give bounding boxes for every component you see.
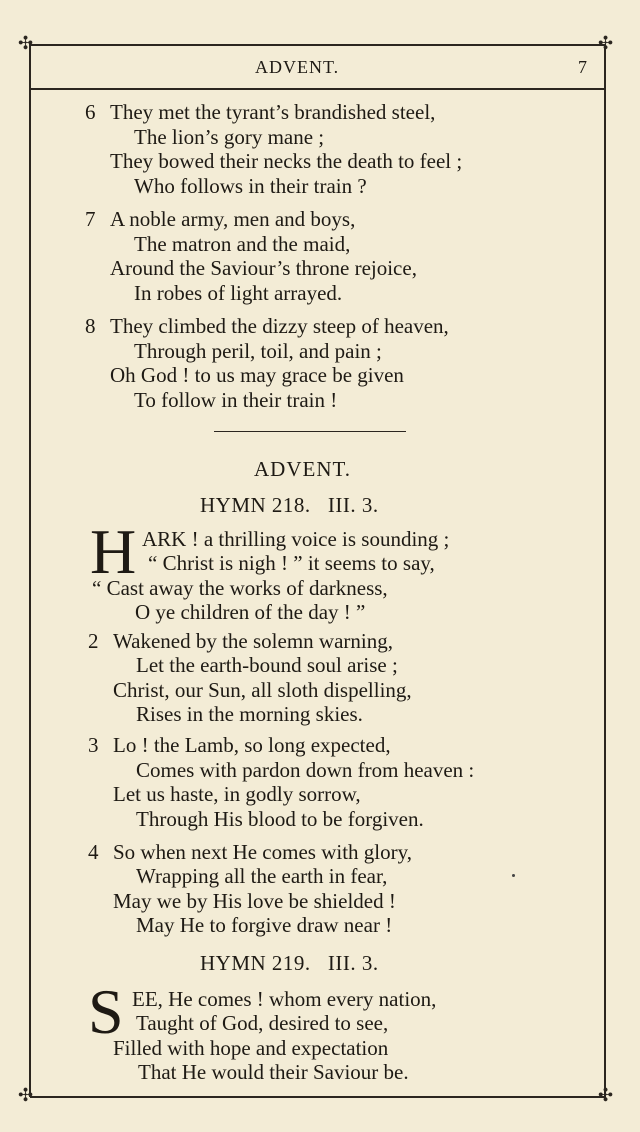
verse-number: 2 [88, 629, 99, 653]
verse-line: Let us haste, in godly sorrow, [113, 782, 361, 806]
verse-line: Rises in the morning skies. [136, 702, 363, 726]
ornament-bottom-right-icon: ✣ [598, 1085, 614, 1105]
verse-line: Oh God ! to us may grace be given [110, 363, 404, 387]
verse-line: Let the earth-bound soul arise ; [136, 653, 398, 677]
verse-line: ARK ! a thrilling voice is sounding ; [142, 527, 450, 551]
verse-line: “ Cast away the works of darkness, [92, 576, 388, 600]
verse-number: 8 [85, 314, 96, 338]
verse-line: The lion’s gory mane ; [134, 125, 325, 149]
running-title: ADVENT. [255, 57, 340, 77]
verse-line: Christ, our Sun, all sloth dispelling, [113, 678, 412, 702]
verse-line: The matron and the maid, [134, 232, 351, 256]
page-number: 7 [578, 57, 587, 77]
ornament-top-right-icon: ✣ [598, 33, 614, 53]
verse-line: Taught of God, desired to see, [136, 1011, 389, 1035]
drop-capital: S [88, 976, 124, 1047]
verse-line: So when next He comes with glory, [113, 840, 413, 864]
verse-number: 7 [85, 207, 96, 231]
left-border [29, 44, 31, 1097]
verse-line: To follow in their train ! [134, 388, 338, 412]
verse-line: Lo ! the Lamb, so long expected, [113, 733, 391, 757]
verse-line: A noble army, men and boys, [110, 207, 356, 231]
stray-mark [512, 874, 515, 877]
bottom-rule [30, 1096, 606, 1098]
header-rule [30, 88, 606, 90]
verse-line: They bowed their necks the death to feel ; [110, 149, 463, 173]
ornament-top-left-icon: ✣ [18, 33, 34, 53]
verse-line: In robes of light arrayed. [134, 281, 343, 305]
verse-line: They climbed the dizzy steep of heaven, [110, 314, 449, 338]
hymn-title: HYMN 218. III. 3. [200, 493, 379, 517]
section-title: ADVENT. [254, 457, 352, 481]
verse-line: Wakened by the solemn warning, [113, 629, 393, 653]
hymn-title: HYMN 219. III. 3. [200, 951, 379, 975]
verse-line: That He would their Saviour be. [138, 1060, 409, 1084]
verse-number: 6 [85, 100, 96, 124]
verse-line: May we by His love be shielded ! [113, 889, 396, 913]
verse-line: Comes with pardon down from heaven : [136, 758, 475, 782]
section-divider [214, 431, 406, 432]
drop-capital: H [90, 516, 137, 587]
verse-line: They met the tyrant’s brandished steel, [110, 100, 436, 124]
verse-number: 4 [88, 840, 99, 864]
verse-line: Who follows in their train ? [134, 174, 367, 198]
verse-line: Through His blood to be forgiven. [136, 807, 424, 831]
verse-line: O ye children of the day ! ” [135, 600, 366, 624]
verse-line: EE, He comes ! whom every nation, [132, 987, 437, 1011]
running-header [0, 57, 640, 81]
verse-line: May He to forgive draw near ! [136, 913, 393, 937]
verse-line: Wrapping all the earth in fear, [136, 864, 388, 888]
verse-line: “ Christ is nigh ! ” it seems to say, [148, 551, 435, 575]
right-border [604, 44, 606, 1097]
verse-line: Filled with hope and expectation [113, 1036, 389, 1060]
verse-line: Through peril, toil, and pain ; [134, 339, 382, 363]
ornament-bottom-left-icon: ✣ [18, 1085, 34, 1105]
top-rule [30, 44, 606, 46]
verse-line: Around the Saviour’s throne rejoice, [110, 256, 417, 280]
verse-number: 3 [88, 733, 99, 757]
